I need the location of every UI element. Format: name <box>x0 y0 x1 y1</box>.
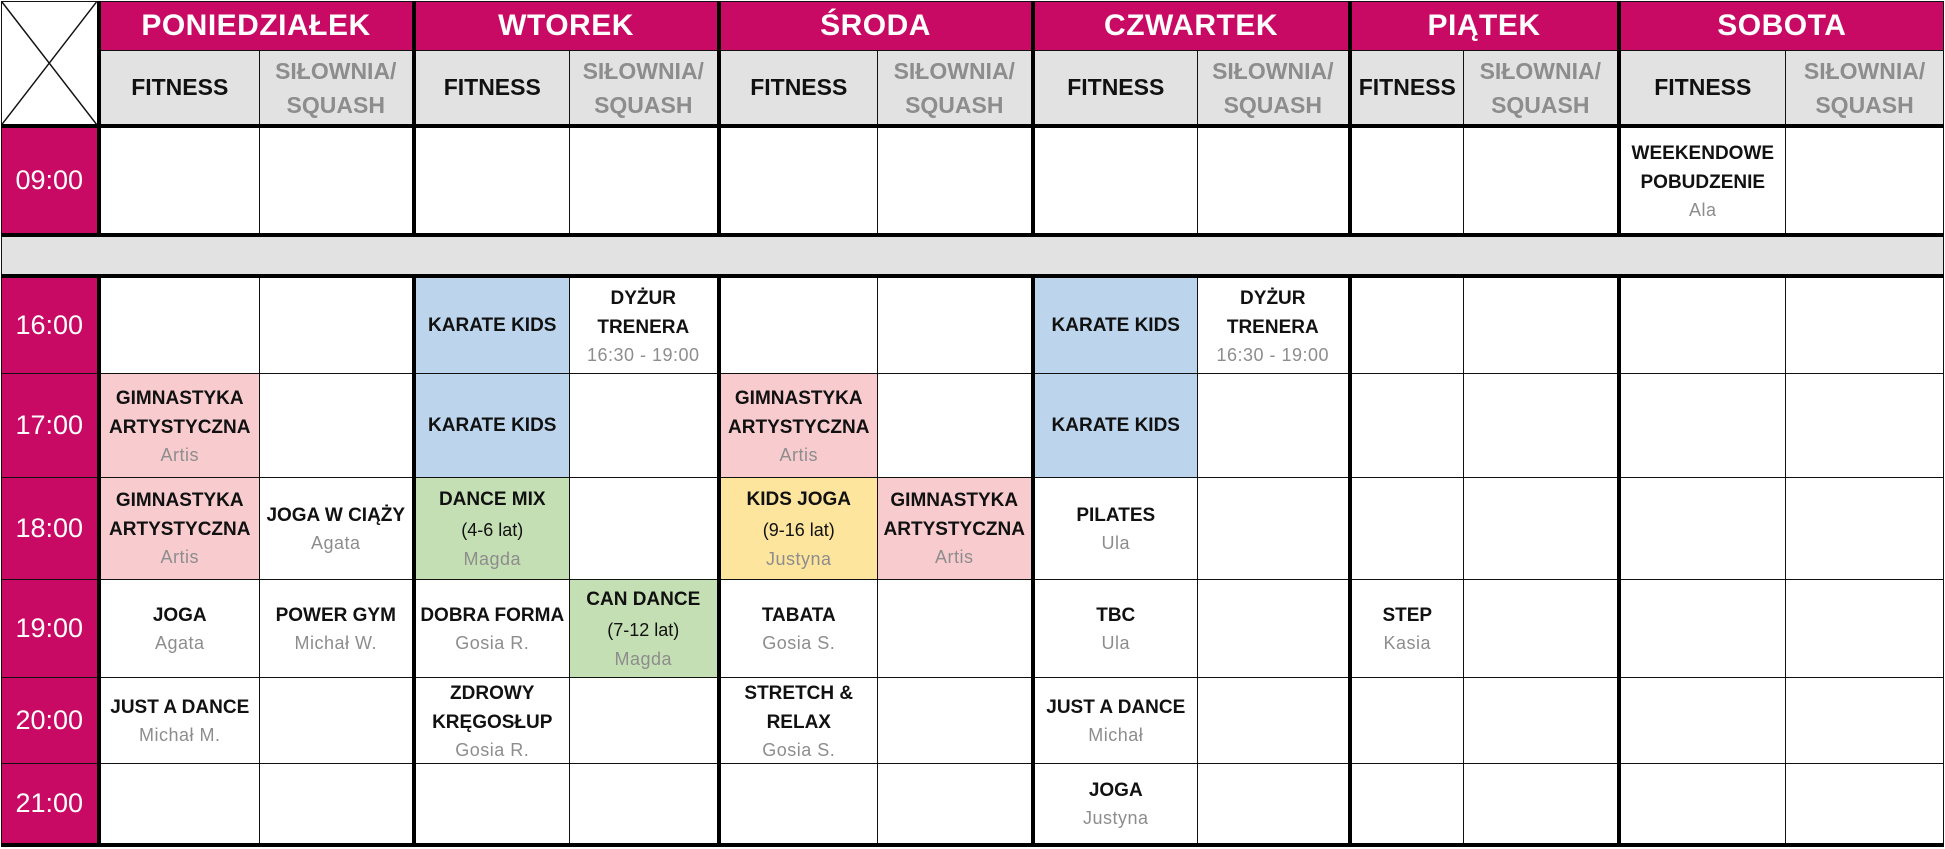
class-age-range: (7-12 lat) <box>607 620 680 641</box>
class-name: CAN DANCE <box>586 589 701 611</box>
schedule-cell <box>878 374 1033 478</box>
schedule-cell <box>1350 126 1464 235</box>
class-name: POWER GYM <box>275 605 396 627</box>
class-name: JUST A DANCE <box>1046 697 1186 719</box>
class-trainer: Ala <box>1689 199 1717 220</box>
schedule-cell <box>99 126 260 235</box>
class-name: GIMNASTYKA ARTYSTYCZNA <box>883 490 1025 541</box>
class-cell <box>719 678 878 764</box>
class-cell <box>719 478 878 580</box>
sub-header-fitness: FITNESS <box>99 51 260 126</box>
class-age-range: (4-6 lat) <box>461 519 524 540</box>
sub-header-gym-squash <box>878 51 1033 126</box>
sub-header-fitness: FITNESS <box>1033 51 1198 126</box>
sub-header-gym-squash <box>260 51 414 126</box>
schedule-cell <box>1786 276 1944 374</box>
schedule-cell <box>1464 276 1619 374</box>
gym-label: SIŁOWNIA/ <box>1479 57 1601 84</box>
gym-label: SIŁOWNIA/ <box>582 57 704 84</box>
class-trainer: Agata <box>310 532 361 553</box>
class-name: GIMNASTYKA ARTYSTYCZNA <box>109 490 251 541</box>
gym-label: SIŁOWNIA/ <box>893 57 1015 84</box>
schedule-cell <box>878 678 1033 764</box>
schedule-cell <box>1464 478 1619 580</box>
sub-header-gym-squash <box>1198 51 1350 126</box>
schedule-cell <box>1198 579 1350 678</box>
sub-header-fitness: FITNESS <box>1619 51 1786 126</box>
class-cell <box>1198 276 1350 374</box>
squash-label: SQUASH <box>286 91 385 118</box>
schedule-cell <box>414 126 570 235</box>
schedule-cell <box>99 276 260 374</box>
class-name: KARATE KIDS <box>428 315 557 337</box>
schedule-cell <box>1619 276 1786 374</box>
class-trainer: Magda <box>614 649 673 670</box>
schedule-cell <box>1350 374 1464 478</box>
class-cell <box>414 374 570 478</box>
schedule-cell <box>260 276 414 374</box>
class-trainer: Artis <box>160 444 199 465</box>
class-trainer: Justyna <box>765 548 832 569</box>
class-cell <box>99 678 260 764</box>
class-name: TABATA <box>761 605 836 627</box>
class-trainer: Gosia S. <box>762 739 836 760</box>
schedule-cell <box>719 763 878 845</box>
class-trainer: Michał W. <box>294 633 378 654</box>
schedule-cell <box>1464 763 1619 845</box>
time-label: 20:00 <box>2 678 99 764</box>
class-name: STEP <box>1382 605 1433 627</box>
schedule-cell <box>878 579 1033 678</box>
class-name: GIMNASTYKA ARTYSTYCZNA <box>728 387 870 438</box>
schedule-cell <box>1786 374 1944 478</box>
class-name: JOGA W CIĄŻY <box>266 504 406 526</box>
crossed-out-icon <box>2 2 97 124</box>
class-name: WEEKENDOWE POBUDZENIE <box>1631 142 1775 193</box>
gym-label: SIŁOWNIA/ <box>1212 57 1334 84</box>
class-cell <box>719 374 878 478</box>
class-cell <box>570 276 719 374</box>
schedule-cell <box>1198 374 1350 478</box>
class-name: GIMNASTYKA ARTYSTYCZNA <box>109 387 251 438</box>
class-trainer: Michał M. <box>138 725 221 746</box>
class-name: KARATE KIDS <box>428 415 557 437</box>
class-trainer: Ula <box>1101 532 1131 553</box>
class-cell <box>414 678 570 764</box>
day-header-saturday: SOBOTA <box>1619 2 1944 51</box>
schedule-cell <box>570 763 719 845</box>
schedule-cell <box>878 276 1033 374</box>
class-cell <box>878 478 1033 580</box>
schedule-cell <box>1786 678 1944 764</box>
class-trainer: Artis <box>779 444 819 465</box>
class-name: PILATES <box>1076 504 1156 526</box>
class-trainer: Magda <box>463 548 522 569</box>
class-cell <box>414 276 570 374</box>
schedule-cell <box>1464 126 1619 235</box>
class-name: KARATE KIDS <box>1051 415 1180 437</box>
class-cell <box>570 579 719 678</box>
schedule-cell <box>99 763 260 845</box>
schedule-cell <box>719 126 878 235</box>
schedule-cell <box>260 126 414 235</box>
class-name: JUST A DANCE <box>110 697 250 719</box>
class-name: KIDS JOGA <box>746 488 852 510</box>
schedule-cell <box>1198 478 1350 580</box>
class-schedule-table <box>1 1 1944 847</box>
sub-header-gym-squash <box>1786 51 1944 126</box>
class-trainer: Artis <box>935 547 974 568</box>
class-cell <box>1033 374 1198 478</box>
schedule-cell <box>1619 763 1786 845</box>
class-cell <box>1033 478 1198 580</box>
empty-corner-cell <box>2 2 99 127</box>
day-header-monday: PONIEDZIAŁEK <box>99 2 414 51</box>
class-cell <box>1350 579 1464 678</box>
gym-label: SIŁOWNIA/ <box>275 57 397 84</box>
class-name: JOGA <box>152 605 207 627</box>
time-label: 19:00 <box>2 579 99 678</box>
class-trainer: Gosia R. <box>455 633 530 654</box>
day-header-friday: PIĄTEK <box>1350 2 1619 51</box>
schedule-cell <box>1786 126 1944 235</box>
schedule-cell <box>1464 374 1619 478</box>
class-cell <box>99 374 260 478</box>
sub-header-fitness: FITNESS <box>1350 51 1464 126</box>
gym-label: SIŁOWNIA/ <box>1803 57 1926 84</box>
class-cell <box>414 579 570 678</box>
squash-label: SQUASH <box>594 91 693 118</box>
schedule-cell <box>570 678 719 764</box>
break-separator <box>2 235 1944 276</box>
day-header-thursday: CZWARTEK <box>1033 2 1350 51</box>
class-name: STRETCH & RELAX <box>744 682 854 733</box>
schedule-cell <box>1350 763 1464 845</box>
schedule-cell <box>570 126 719 235</box>
schedule-cell <box>570 374 719 478</box>
schedule-cell <box>1786 478 1944 580</box>
class-trainer: Gosia S. <box>762 633 836 654</box>
class-trainer: Artis <box>160 547 199 568</box>
squash-label: SQUASH <box>1491 91 1590 118</box>
schedule-cell <box>1198 126 1350 235</box>
class-name: KARATE KIDS <box>1051 315 1180 337</box>
class-cell <box>414 478 570 580</box>
class-cell <box>719 579 878 678</box>
time-label: 17:00 <box>2 374 99 478</box>
schedule-cell <box>1464 579 1619 678</box>
day-header-wednesday: ŚRODA <box>719 2 1033 51</box>
schedule-cell <box>1350 478 1464 580</box>
schedule-cell <box>1350 678 1464 764</box>
day-header-tuesday: WTOREK <box>414 2 719 51</box>
class-cell <box>1619 126 1786 235</box>
class-trainer: Ula <box>1101 633 1131 654</box>
class-cell <box>1033 276 1198 374</box>
class-cell <box>1033 763 1198 845</box>
sub-header-fitness: FITNESS <box>414 51 570 126</box>
class-trainer: Justyna <box>1082 807 1149 828</box>
class-cell <box>99 579 260 678</box>
squash-label: SQUASH <box>1815 91 1914 118</box>
sub-header-gym-squash <box>1464 51 1619 126</box>
class-hours: 16:30 - 19:00 <box>586 344 700 365</box>
squash-label: SQUASH <box>905 91 1004 118</box>
schedule-cell <box>260 374 414 478</box>
class-trainer: Kasia <box>1383 633 1432 654</box>
class-trainer: Michał <box>1088 725 1144 746</box>
sub-header-gym-squash <box>570 51 719 126</box>
class-age-range: (9-16 lat) <box>762 519 835 540</box>
schedule-cell <box>260 678 414 764</box>
schedule-cell <box>1786 579 1944 678</box>
class-trainer: Agata <box>154 633 205 654</box>
class-name: DANCE MIX <box>438 488 546 510</box>
schedule-cell <box>878 763 1033 845</box>
class-cell <box>1033 678 1198 764</box>
schedule-cell <box>1619 579 1786 678</box>
class-cell <box>260 478 414 580</box>
schedule-cell <box>719 276 878 374</box>
schedule-cell <box>260 763 414 845</box>
class-trainer: Gosia R. <box>455 739 530 760</box>
squash-label: SQUASH <box>1223 91 1322 118</box>
schedule-cell <box>1619 478 1786 580</box>
class-name: TBC <box>1096 605 1136 627</box>
schedule-cell <box>414 763 570 845</box>
time-label: 21:00 <box>2 763 99 845</box>
schedule-cell <box>878 126 1033 235</box>
class-cell <box>260 579 414 678</box>
class-name: JOGA <box>1088 779 1143 801</box>
class-hours: 16:30 - 19:00 <box>1216 344 1330 365</box>
schedule-cell <box>1619 678 1786 764</box>
class-name: ZDROWY KRĘGOSŁUP <box>432 682 553 733</box>
schedule-cell <box>1464 678 1619 764</box>
schedule-cell <box>1198 763 1350 845</box>
time-label: 16:00 <box>2 276 99 374</box>
time-label: 09:00 <box>2 126 99 235</box>
schedule-cell <box>570 478 719 580</box>
class-name: DYŻUR TRENERA <box>597 287 690 338</box>
class-cell <box>99 478 260 580</box>
schedule-cell <box>1350 276 1464 374</box>
class-cell <box>1033 579 1198 678</box>
schedule-cell <box>1619 374 1786 478</box>
schedule-cell <box>1033 126 1198 235</box>
schedule-cell <box>1198 678 1350 764</box>
class-name: DYŻUR TRENERA <box>1226 287 1319 338</box>
time-label: 18:00 <box>2 478 99 580</box>
class-name: DOBRA FORMA <box>420 605 565 627</box>
schedule-cell <box>1786 763 1944 845</box>
sub-header-fitness: FITNESS <box>719 51 878 126</box>
